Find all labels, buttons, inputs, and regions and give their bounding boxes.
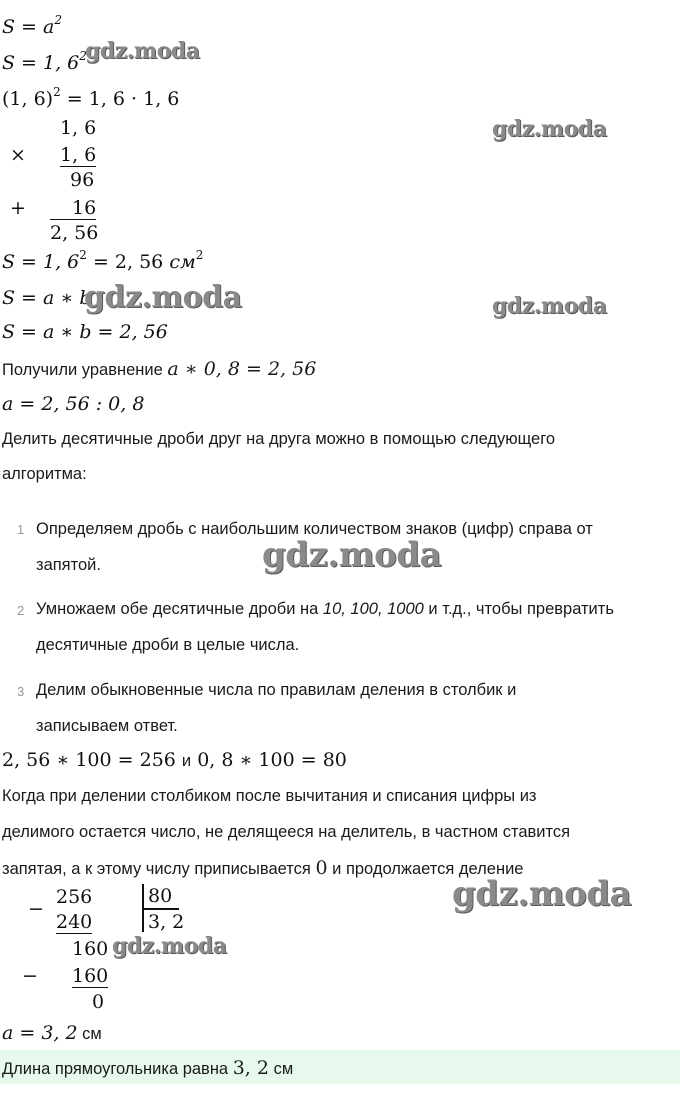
div-divisor: 80 bbox=[148, 885, 173, 907]
formula-area: $S = a^2$ bbox=[2, 13, 62, 38]
step-3-line-1: Делим обыкновенные числа по правилам деления в столбик и bbox=[36, 681, 517, 699]
div-subtract-1: 240 bbox=[56, 911, 93, 933]
final-answer: Длина прямоугольника равна 3, 2 см bbox=[2, 1057, 294, 1079]
formula-rect: S = a ∗ b bbox=[2, 287, 92, 309]
watermark: gdz.moda bbox=[492, 116, 607, 142]
mul-partial-2: 16 bbox=[50, 199, 96, 218]
mul-bottom: 1, 6 bbox=[60, 144, 97, 166]
step-number: 2 bbox=[17, 603, 25, 618]
algo-text-line-2: алгоритма: bbox=[2, 465, 87, 483]
formula-area-result: S = 1, $6^2 = 2$, 56 $см^2$ bbox=[2, 248, 204, 273]
mul-partial-1: 96 bbox=[70, 169, 95, 191]
mul-plus: + bbox=[10, 197, 26, 219]
div-minus-2: − bbox=[22, 965, 38, 987]
div-minus-1: − bbox=[28, 898, 44, 920]
rule-text-line-3: запятая, а к этому числу приписывается 0 и продолжается деление bbox=[2, 857, 524, 879]
mul-sign: × bbox=[10, 144, 26, 166]
rule-text-line-2: делимого остается число, не делящееся на делитель, в частном ставится bbox=[2, 823, 571, 841]
step-2-line-1: Умножаем обе десятичные дроби на 10, 100, 1000 и т.д., чтобы превратить bbox=[36, 600, 614, 618]
step-1-line-2: запятой. bbox=[36, 556, 101, 574]
step-3-line-2: записываем ответ. bbox=[36, 717, 178, 735]
formula-area-value: S = 1, $6^2$ bbox=[2, 49, 87, 74]
step-number: 3 bbox=[17, 684, 25, 699]
mul-result: 2, 56 bbox=[50, 222, 99, 244]
watermark: gdz.moda bbox=[262, 535, 442, 575]
watermark: gdz.moda bbox=[492, 293, 607, 319]
algo-text-line-1: Делить десятичные дроби друг на друга можно в помощью следующего bbox=[2, 430, 556, 448]
div-subtract-2: 160 bbox=[72, 965, 109, 987]
div-dividend: 256 bbox=[56, 886, 93, 908]
formula-rect-value: S = a ∗ b = 2, 56 bbox=[2, 321, 168, 343]
equation-intro: Получили уравнение a ∗ 0, 8 = 2, 56 bbox=[2, 358, 317, 380]
watermark: gdz.moda bbox=[112, 933, 227, 959]
watermark: gdz.moda bbox=[85, 38, 200, 64]
div-remainder-1: 160 bbox=[72, 938, 109, 960]
div-remainder-2: 0 bbox=[92, 991, 105, 1013]
answer-a: a = 3, 2 см bbox=[2, 1022, 102, 1044]
watermark: gdz.moda bbox=[452, 874, 632, 914]
step-1-line-1: Определяем дробь с наибольшим количеством знаков (цифр) справа от bbox=[36, 520, 593, 538]
watermark: gdz.moda bbox=[84, 280, 242, 315]
formula-a: a = 2, 56 : 0, 8 bbox=[2, 393, 145, 415]
step-2-line-2: десятичные дроби в целые числа. bbox=[36, 636, 300, 654]
step-number: 1 bbox=[17, 522, 25, 537]
formula-square: (1, 6)$^2$ = 1, 6 · 1, 6 bbox=[2, 85, 180, 110]
div-quotient: 3, 2 bbox=[148, 911, 185, 933]
rule-text-line-1: Когда при делении столбиком после вычитания и списания цифры из bbox=[2, 787, 537, 805]
mul-top: 1, 6 bbox=[60, 117, 97, 139]
conversion-line: 2, 56 ∗ 100 = 256 и 0, 8 ∗ 100 = 80 bbox=[2, 749, 347, 771]
div-bracket-horizontal bbox=[143, 908, 179, 910]
